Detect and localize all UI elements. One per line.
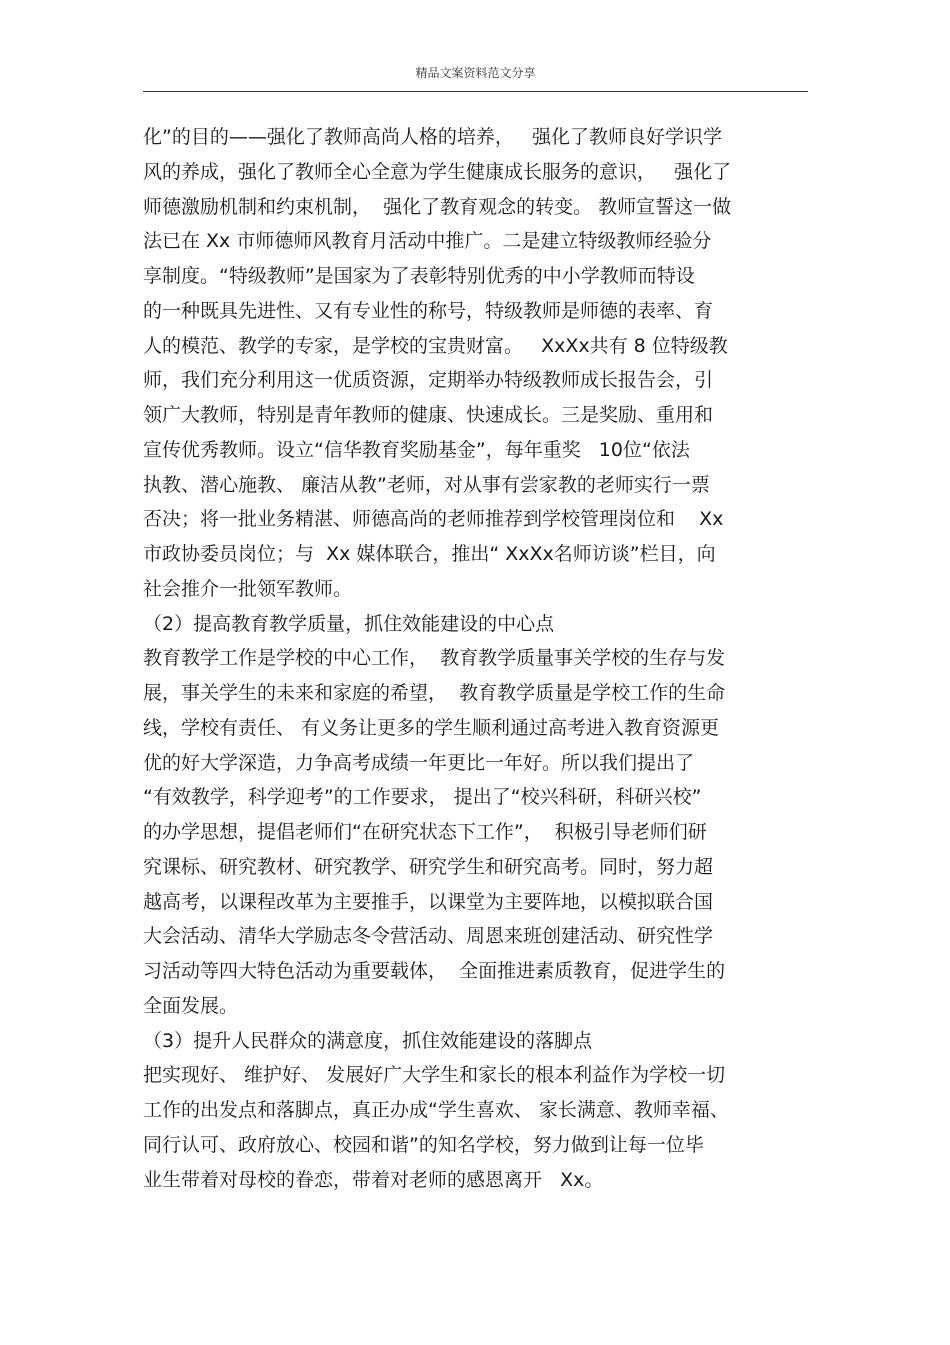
text-line: 执教、潜心施教、 廉洁从教”老师，对从事有尝家教的老师实行一票 xyxy=(143,473,710,496)
text-line: 的一种既具先进性、又有专业性的称号，特级教师是师德的表率、育 xyxy=(143,299,714,322)
section-heading: （3）提升人民群众的满意度，抓住效能建设的落脚点 xyxy=(143,1029,593,1052)
text-line: 的办学思想，提倡老师们“在研究状态下工作”， 积极引导老师们研 xyxy=(143,821,707,843)
text-line: 展，事关学生的未来和家庭的希望， 教育教学质量是学校工作的生命 xyxy=(143,682,726,704)
section-heading: （2）提高教育教学质量，抓住效能建设的中心点 xyxy=(143,612,555,635)
text-line: 化”的目的——强化了教师高尚人格的培养， 强化了教师良好学识学 xyxy=(143,126,722,148)
text-line: 宣传优秀教师。设立“信华教育奖励基金”，每年重奖 10位“依法 xyxy=(143,438,690,461)
text-line: 究课标、研究教材、研究教学、研究学生和研究高考。同时，努力超 xyxy=(143,855,714,878)
text-line: 全面发展。 xyxy=(143,994,239,1017)
text-line: 否决；将一批业务精湛、师德高尚的老师推荐到学校管理岗位和 Xx xyxy=(143,508,724,531)
text-line: 优的好大学深造，力争高考成绩一年更比一年好。所以我们提出了 xyxy=(143,751,695,774)
text-line: 业生带着对母校的眷恋，带着对老师的感恩离开 Xx。 xyxy=(143,1168,604,1191)
text-line: 市政协委员岗位；与 Xx 媒体联合，推出“ XxXx名师访谈”栏目，向 xyxy=(143,543,716,565)
text-line: “有效教学，科学迎考”的工作要求， 提出了“校兴科研，科研兴校” xyxy=(143,786,702,809)
text-line: 线，学校有责任、 有义务让更多的学生顺利通过高考进入教育资源更 xyxy=(143,716,720,739)
text-line: 工作的出发点和落脚点，真正办成“学生喜欢、 家长满意、教师幸福、 xyxy=(143,1099,729,1121)
text-line: 风的养成，强化了教师全心全意为学生健康成长服务的意识， 强化了 xyxy=(143,160,732,183)
text-line: 领广大教师，特别是青年教师的健康、快速成长。三是奖励、重用和 xyxy=(143,404,714,426)
text-line: 师，我们充分利用这一优质资源，定期举办特级教师成长报告会，引 xyxy=(143,369,714,392)
text-line: 把实现好、 维护好、 发展好广大学生和家长的根本利益作为学校一切 xyxy=(143,1064,726,1087)
text-line: 师德激励机制和约束机制， 强化了教育观念的转变。 教师宣誓这一做 xyxy=(143,195,732,218)
text-line: 教育教学工作是学校的中心工作， 教育教学质量事关学校的生存与发 xyxy=(143,647,726,670)
text-line: 习活动等四大特色活动为重要载体， 全面推进素质教育，促进学生的 xyxy=(143,960,726,982)
text-line: 越高考，以课程改革为主要推手，以课堂为主要阵地，以模拟联合国 xyxy=(143,890,714,913)
page-header: 精品文案资料范文分享 xyxy=(415,66,536,80)
text-line: 享制度。“特级教师”是国家为了表彰特别优秀的中小学教师而特设 xyxy=(143,265,695,287)
document-body xyxy=(143,120,808,1197)
text-line: 人的模范、教学的专家，是学校的宝贵财富。 XxXx共有 8 位特级教 xyxy=(143,334,728,357)
text-line: 大会活动、清华大学励志冬令营活动、周恩来班创建活动、研究性学 xyxy=(143,925,714,948)
text-line: 社会推介一批领军教师。 xyxy=(143,577,353,600)
text-line: 同行认可、政府放心、校园和谐”的知名学校，努力做到让每一位毕 xyxy=(143,1133,704,1156)
header-divider xyxy=(143,91,808,92)
text-line: 法已在 Xx 市师德师风教育月活动中推广。二是建立特级教师经验分 xyxy=(143,230,712,253)
